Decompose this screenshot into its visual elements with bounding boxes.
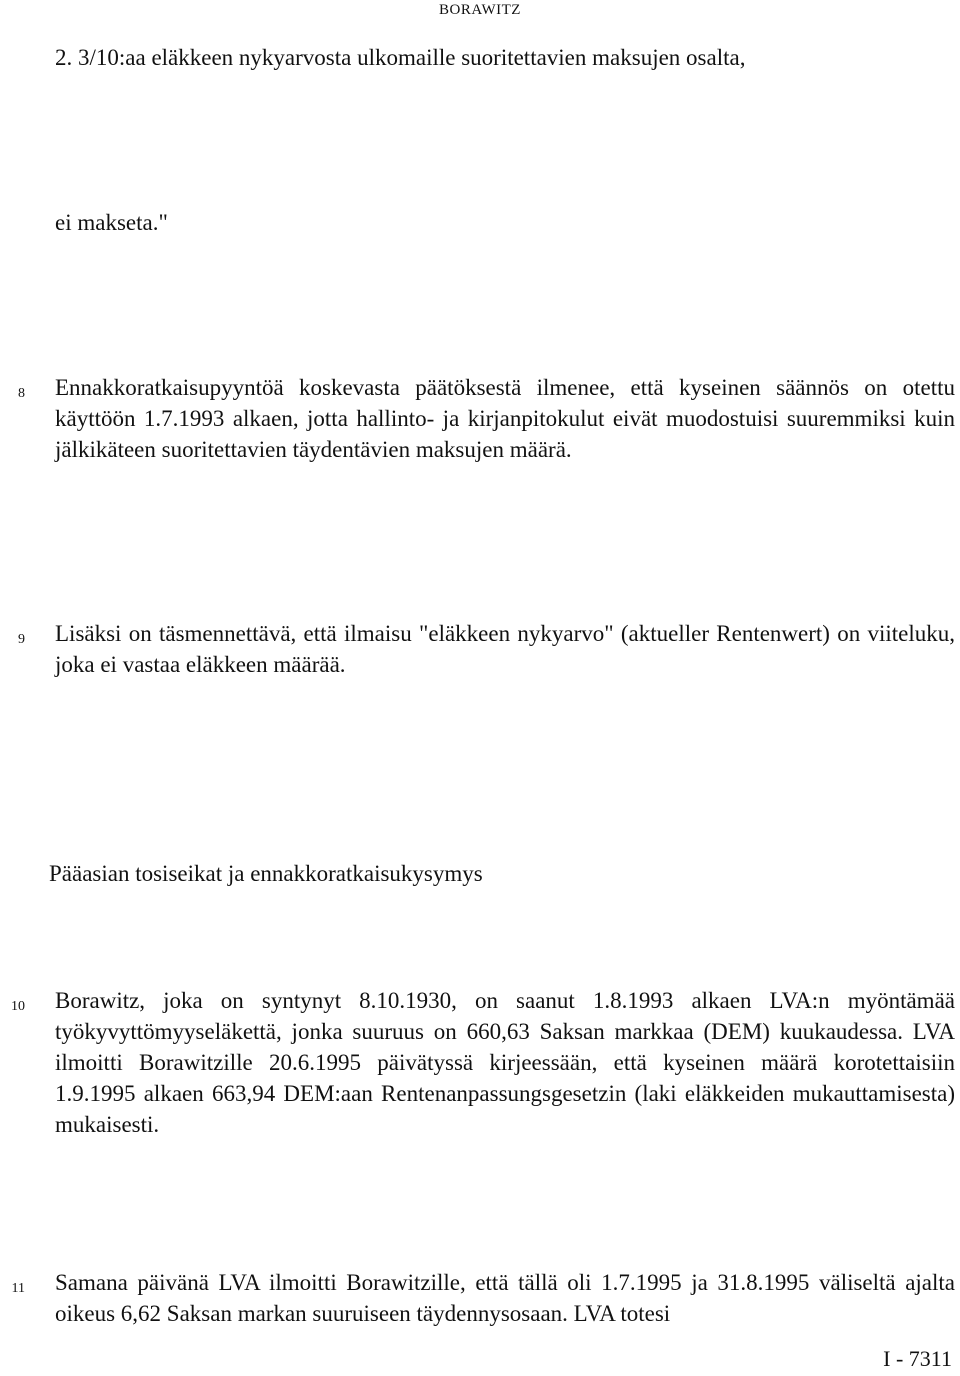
quote-continuation: [55, 207, 955, 238]
paragraph-text: Samana päivänä LVA ilmoitti Borawitzille, että tällä oli 1.7.1995 ja 31.8.1995 väliseltä ajalta oikeus 6,62 Saksan markan suuruiseen täydennysosaan. LVA totesi: [55, 1270, 955, 1326]
quote-continuation-text: ei makseta.": [55, 210, 168, 235]
paragraph-text: Ennakkoratkaisupyyntöä koskevasta päätöksestä ilmenee, että kyseinen säännös on otettu käyttöön 1.7.1993 alkaen, jotta hallinto- ja kirjanpitokulut eivät muodostuisi suuremmiksi kuin jälkikäteen suoritettavien täydentävien maksujen määrä.: [55, 375, 955, 462]
paragraph-number: 8: [18, 386, 25, 401]
paragraph-text: Lisäksi on täsmennettävä, että ilmaisu "eläkkeen nykyarvo" (aktueller Rentenwert) on viiteluku, joka ei vastaa eläkkeen määrää.: [55, 621, 955, 677]
paragraph-10: [11, 985, 955, 1140]
paragraph-number: 9: [18, 632, 25, 647]
paragraph-8: [18, 372, 955, 465]
quote-item-text: 2. 3/10:aa eläkkeen nykyarvosta ulkomaille suoritettavien maksujen osalta,: [55, 45, 746, 70]
paragraph-text: Borawitz, joka on syntynyt 8.10.1930, on saanut 1.8.1993 alkaen LVA:n myöntämää työkyvyttömyyseläkettä, jonka suuruus on 660,63 Saksan markkaa (DEM) kuukaudessa. LVA ilmoitti Borawitzille 20.6.1995 päivätyssä kirjeessään, että kyseinen määrä korotettaisiin 1.9.1995 alkaen 663,94 DEM:aan Rentenanpassungsgesetzin (laki eläkkeiden mukauttamisesta) mukaisesti.: [55, 988, 955, 1137]
paragraph-11: [11, 1267, 955, 1329]
running-header: BORAWITZ: [439, 2, 521, 18]
quote-item: [55, 42, 955, 73]
paragraph-number: 11: [11, 1281, 25, 1296]
paragraph-9: [18, 618, 955, 680]
page-number: I - 7311: [883, 1346, 952, 1371]
section-heading: Pääasian tosiseikat ja ennakkoratkaisukysymys: [49, 861, 483, 886]
paragraph-number: 10: [11, 999, 25, 1014]
